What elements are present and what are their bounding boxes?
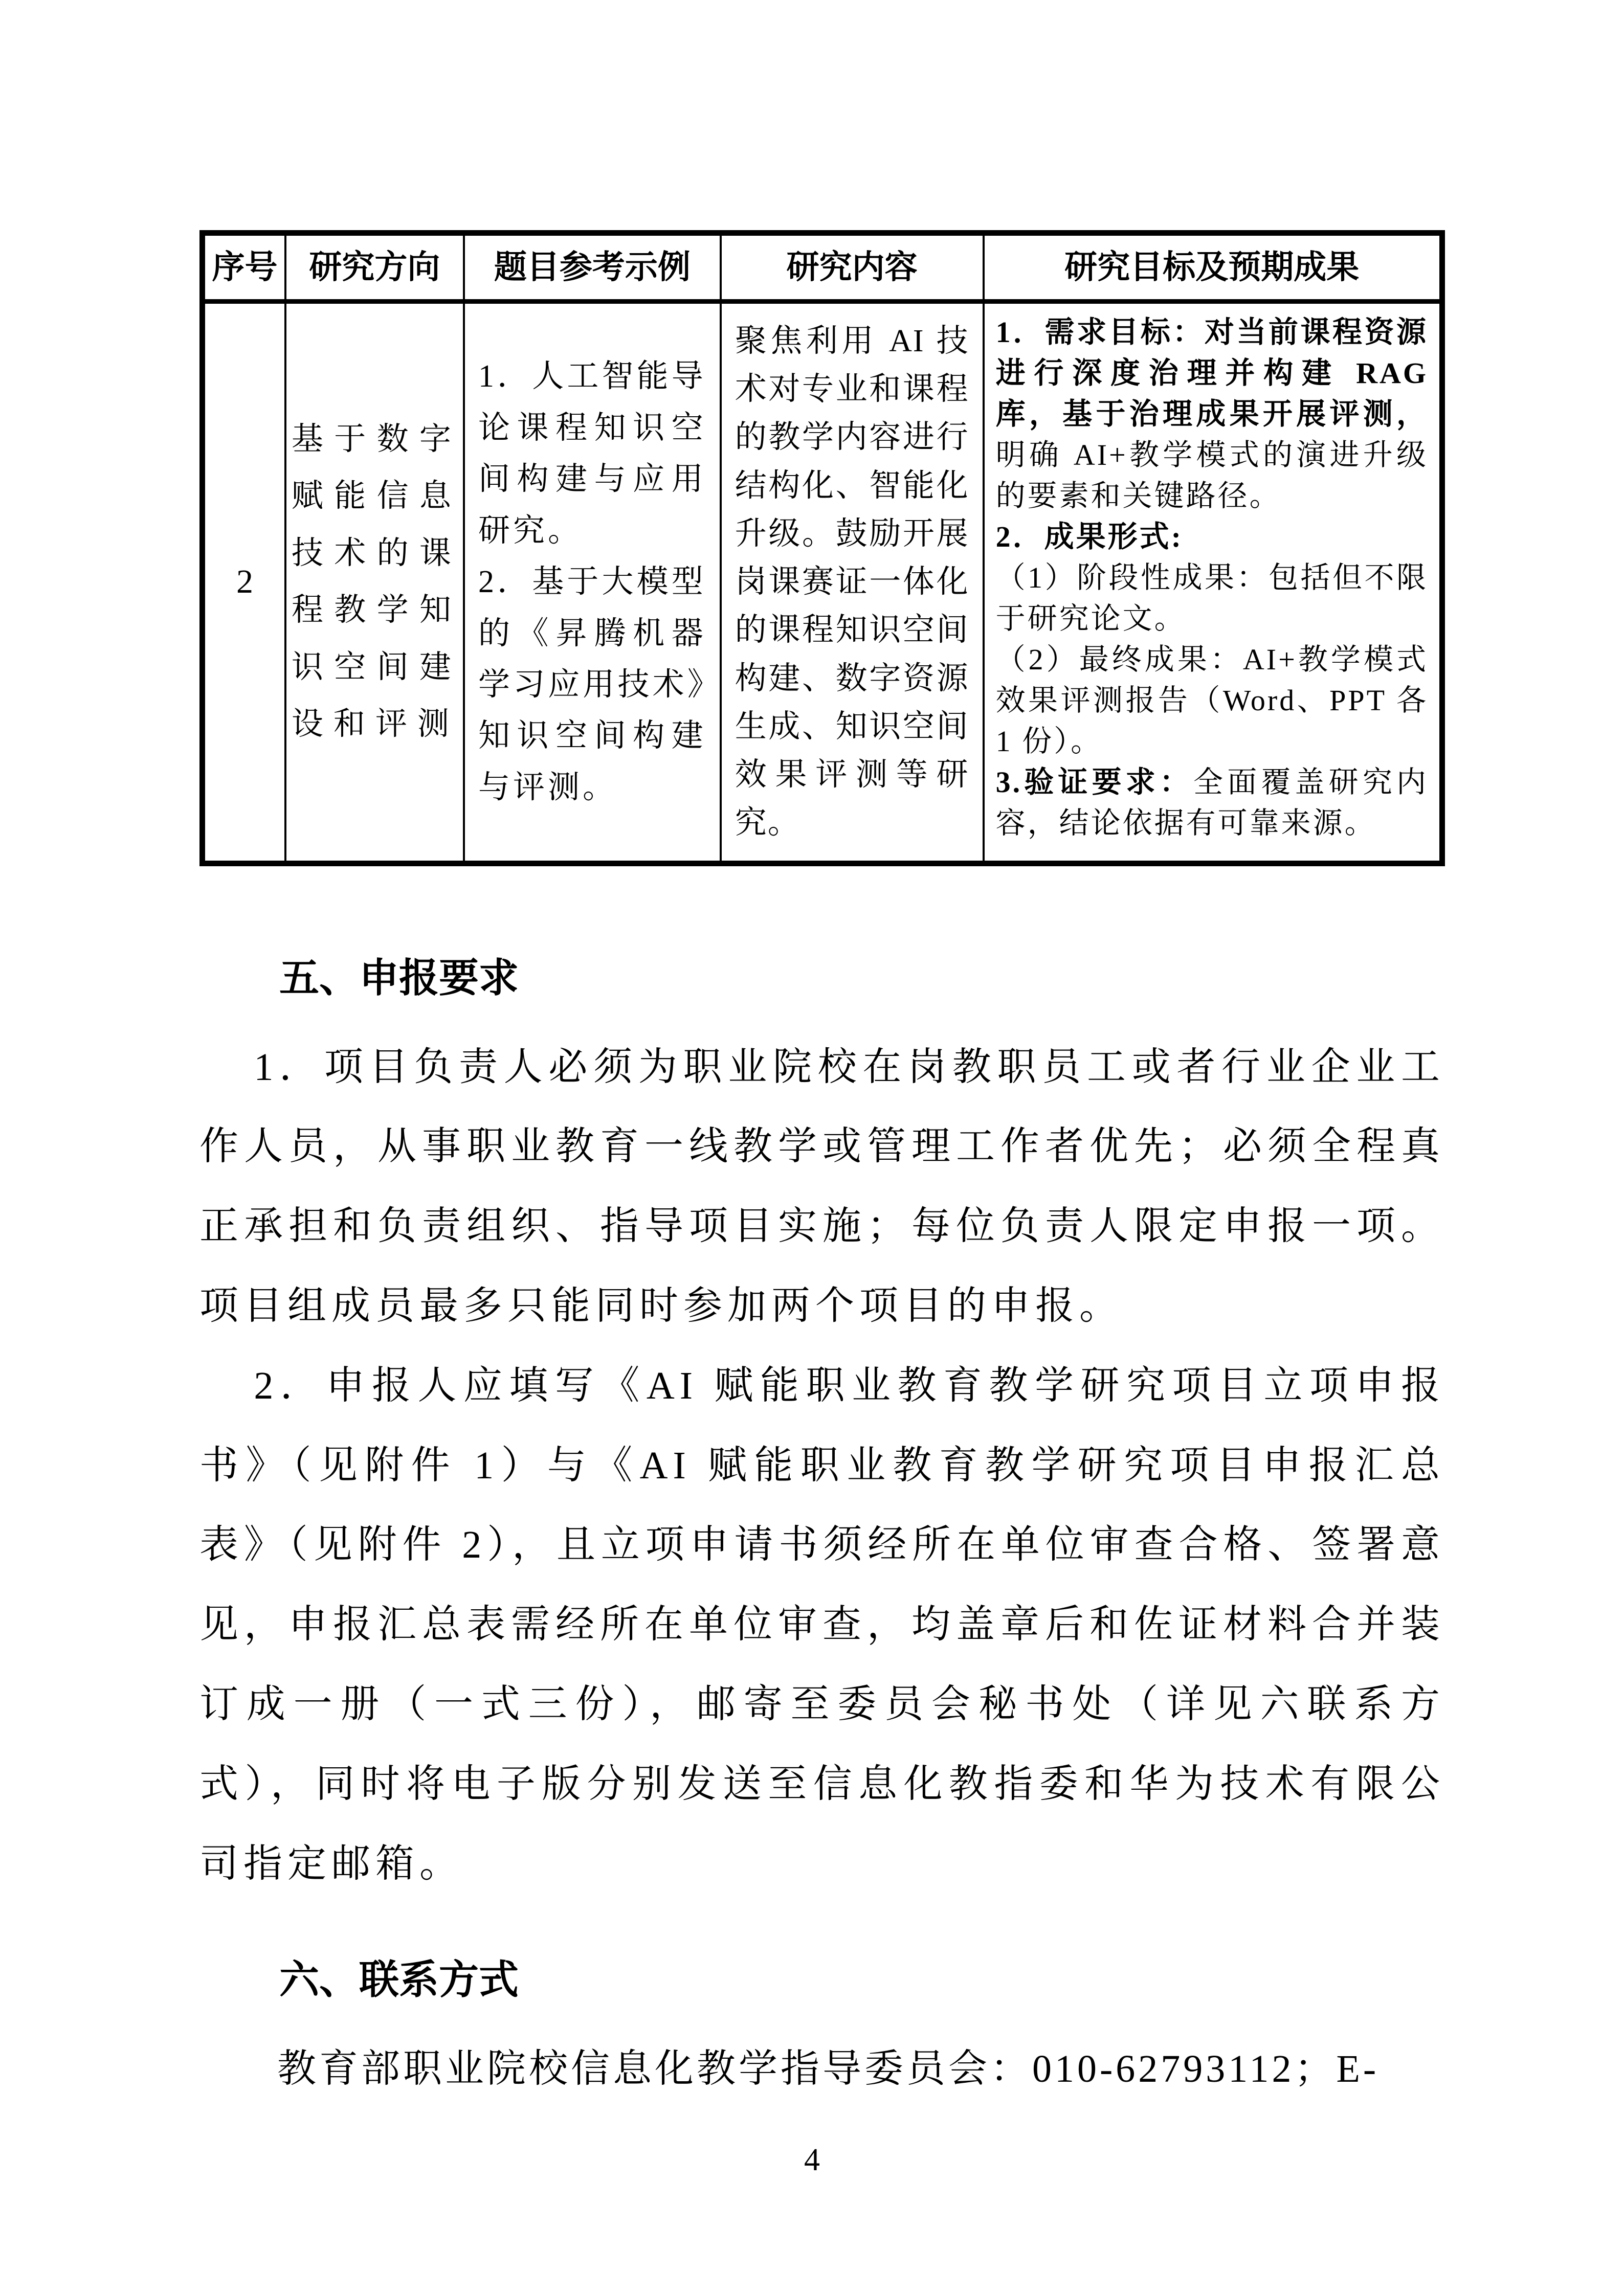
goal-form-item-1-text: （1）阶段性成果：包括但不限于研究论文。 <box>995 561 1428 636</box>
goal-verify-bold: 3.验证要求： <box>995 766 1194 799</box>
cell-goals <box>984 302 1442 864</box>
contact-line: 教育部职业院校信息化教学指导委员会：010-62793112；E- <box>277 2047 1380 2091</box>
goal-form-item-2 <box>996 639 1428 762</box>
cell-research-direction <box>285 302 464 864</box>
goal-form-item-2-text: （2）最终成果：AI+教学模式效果评测报告（Word、PPT 各 1 份）。 <box>995 643 1428 758</box>
goal-demand-rest: 明确 AI+教学模式的演进升级的要素和关键路径。 <box>995 438 1428 513</box>
col-header-goals: 研究目标及预期成果 <box>984 233 1442 302</box>
topic-example-1: 1．人工智能导论课程知识空间构建与应用研究。 <box>478 359 706 548</box>
goal-form-item-1 <box>996 557 1428 639</box>
topic-example-2: 2．基于大模型的《昇腾机器学习应用技术》知识空间构建与评测。 <box>478 565 706 805</box>
table-row <box>203 302 1442 864</box>
section-six-title: 六、联系方式 <box>279 1957 519 2002</box>
goal-form-bold: 2．成果形式: <box>995 520 1183 554</box>
research-projects-table <box>199 230 1445 866</box>
table-header-row <box>203 233 1442 302</box>
section-five-paragraph-1: 1．项目负责人必须为职业院校在岗教职员工或者行业企业工作人员，从事职业教育一线教学或管理工作者优先；必须全程真正承担和负责组织、指导项目实施；每位负责人限定申报一项。项目组成员最多只能同时参加两个项目的申报。 <box>199 1045 1445 1327</box>
goal-verify-rest: 全面覆盖研究内容，结论依据有可靠来源。 <box>995 766 1428 840</box>
goal-verify <box>996 762 1428 844</box>
section-five-paragraph-2: 2．申报人应填写《AI 赋能职业教育教学研究项目立项申报书》（见附件 1）与《AI 赋能职业教育教学研究项目申报汇总表》（见附件 2），且立项申请书须经所在单位审查合格、签署意见，申报汇总表需经所在单位审查，均盖章后和佐证材料合并装订成一册（一式三份），邮寄至委员会秘书处（详见六联系方式），同时将电子版分别发送至信息化教指委和华为技术有限公司指定邮箱。 <box>199 1364 1445 1885</box>
goal-form-title <box>996 516 1428 557</box>
col-header-index: 序号 <box>203 233 285 302</box>
page-number: 4 <box>804 2143 820 2177</box>
goal-demand-bold: 1．需求目标：对当前课程资源进行深度治理并构建 RAG 库，基于治理成果开展评测， <box>995 316 1428 431</box>
goal-demand <box>996 312 1428 516</box>
cell-row-index: 2 <box>203 302 285 864</box>
section-five-title: 五、申报要求 <box>279 955 519 1000</box>
col-header-direction: 研究方向 <box>285 233 464 302</box>
research-direction-text: 基于数字赋能信息技术的课程教学知识空间建设和评测 <box>291 421 461 742</box>
col-header-content: 研究内容 <box>721 233 984 302</box>
cell-topic-examples <box>464 302 721 864</box>
col-header-topic-examples: 题目参考示例 <box>464 233 721 302</box>
cell-research-content: 聚焦利用 AI 技术对专业和课程的教学内容进行结构化、智能化升级。鼓励开展岗课赛证一体化的课程知识空间构建、数字资源生成、知识空间效果评测等研究。 <box>721 302 984 864</box>
